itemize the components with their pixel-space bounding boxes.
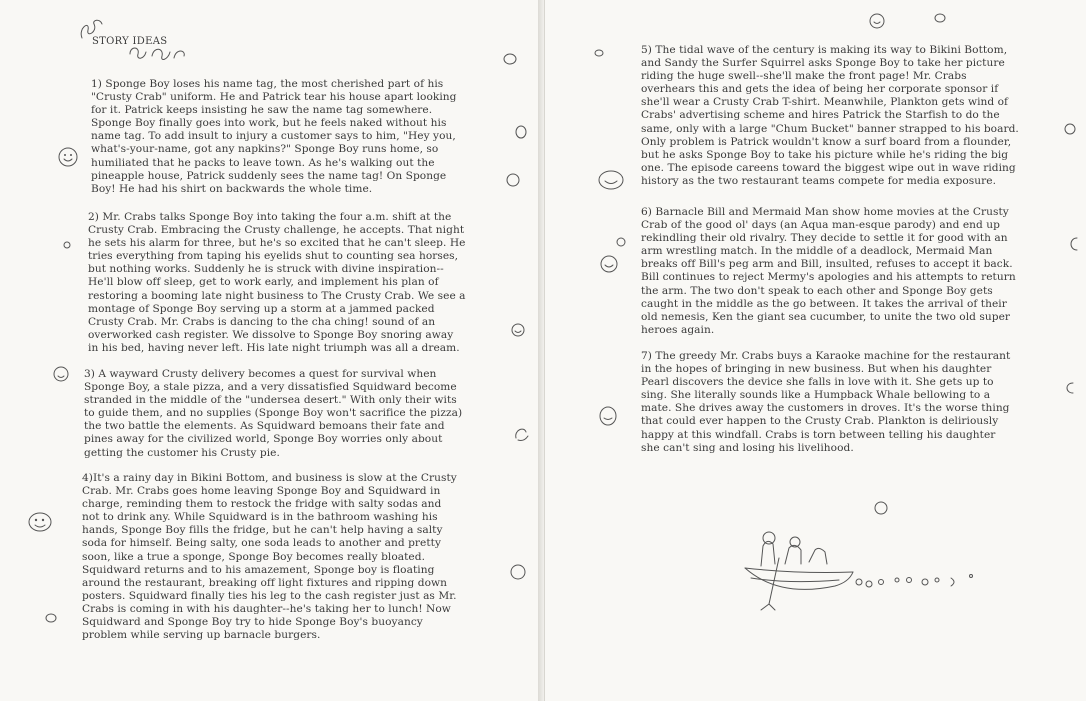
bubble-icon [1063,380,1077,396]
smiley-face-icon [599,254,619,274]
bubble-icon [514,124,528,140]
bubble-icon [512,424,532,444]
page-title: STORY IDEAS [92,36,168,47]
bubble-icon [1065,234,1083,254]
rowboat-drawing-icon [739,528,989,614]
smiley-face-icon [56,145,80,169]
story-idea-2: 2) Mr. Crabs talks Sponge Boy into taking the four a.m. shift at the Crusty Crab. Embracing the Crusty challenge, he accepts. That night he sets his alarm for three, but he's so excited that he can't sleep. He tries everything from taping his eyelids shut to counting sea horses, but nothing works. Suddenly he is struck with divine inspiration-- He'll blow off sleep, get to work early, and implement his plan of restoring a booming late night business to The Crusty Crab. We see a montage of Sponge Boy serving up a storm at a jammed packed Crusty Crab. Mr. Crabs is dancing to the cha ching! sound of an overworked cash register. We dissolve to Sponge Boy snoring away in his bed, having never left. His late night triumph was all a dream. [88,211,466,354]
bubble-icon [615,236,627,248]
bubble-icon [510,322,526,338]
bubble-icon [62,240,72,250]
bubble-icon [502,52,518,66]
bubble-icon [873,500,889,516]
story-idea-4: 4)It's a rainy day in Bikini Bottom, and business is slow at the Crusty Crab. Mr. Crabs goes home leaving Sponge Boy and Squidward in charge, reminding them to restock the fridge with salty sodas and not to drink any. While Squidward is in the bathroom washing his hands, Sponge Boy fills the fridge, but he can't help having a salty soda for himself. Being salty, one soda leads to another and pretty soon, like a true a sponge, Sponge Boy becomes really bloated. Squidward returns and to his amazement, Sponge boy is floating around the restaurant, breaking off light fixtures and ripping down posters. Squidward finally ties his leg to the cash register just as Mr. Crabs is coming in with his daughter--he's taking her to lunch! Now Squidward and Sponge Boy try to hide Sponge Boy's buoyancy problem while serving up barnacle burgers. [82,472,457,642]
smiley-face-icon [597,168,625,192]
smiley-face-icon [52,365,70,383]
bubble-icon [1063,122,1077,136]
bubble-icon [505,172,521,188]
story-idea-7: 7) The greedy Mr. Crabs buys a Karaoke machine for the restaurant in the hopes of bringing in new business. But when his daughter Pearl discovers the device she falls in love with it. She gets up to sing. She literally sounds like a Humpback Whale bellowing to a mate. She drives away the customers in droves. It's the worse thing that could ever happen to the Crusty Crab. Plankton is deliriously happy at this windfall. Crabs is torn between telling his daughter she can't sing and losing his livelihood. [641,350,1011,454]
story-idea-6: 6) Barnacle Bill and Mermaid Man show home movies at the Crusty Crab of the good ol' days (an Aqua man-esque parody) and end up rekindling their old rivalry. They decide to settle it for good with an arm wrestling match. In the middle of a deadlock, Mermaid Man breaks off Bill's peg arm and Bill, insulted, refuses to accept it back. Bill continues to reject Mermy's apologies and his attempts to return the arm. The two don't speak to each other and Sponge Boy gets caught in the middle as the go between. It takes the arrival of their old nemesis, Ken the giant sea cucumber, to unite the two old super heroes again. [641,206,1016,336]
smiley-face-icon [597,405,619,427]
left-page [0,0,538,701]
bubble-icon [508,563,528,581]
story-idea-3: 3) A wayward Crusty delivery becomes a quest for survival when Sponge Boy, a stale pizza, and a very dissatisfied Squidward become stranded in the middle of the "undersea desert." With only their wits to guide them, and no supplies (Sponge Boy won't sacrifice the pizza) the two battle the elements. As Squidward bemoans their fate and pines away for the civilized world, Sponge Boy worries only about getting the customer his Crusty pie. [84,368,463,459]
bubble-icon [593,48,605,58]
bubble-icon [933,12,947,24]
right-page [544,0,1086,701]
story-idea-5: 5) The tidal wave of the century is making its way to Bikini Bottom, and Sandy the Surfer Squirrel asks Sponge Boy to take her picture riding the huge swell--she'll make the front page! Mr. Crabs overhears this and gets the idea of being her corporate sponsor if she'll wear a Crusty Crab T-shirt. Meanwhile, Plankton gets wind of Crabs' advertising scheme and hires Patrick the Starfish to do the same, only with a large "Chum Bucket" banner strapped to his board. Only problem is Patrick wouldn't know a surf board from a flounder, but he asks Sponge Boy to take his picture while he's riding the big one. The episode careens toward the biggest wipe out in wave riding history as the two restaurant teams compete for media exposure. [641,44,1019,187]
story-idea-1: 1) Sponge Boy loses his name tag, the most cherished part of his "Crusty Crab" uniform. He and Patrick tear his house apart looking for it. Patrick keeps insisting he saw the name tag somewhere. Sponge Boy finally goes into work, but he feels naked without his name tag. To add insult to injury a customer says to him, "Hey you, what's-your-name, got any napkins?" Sponge Boy runs home, so humiliated that he packs to leave town. As he's walking out the pineapple house, Patrick suddenly sees the name tag! On Sponge Boy! He had his shirt on backwards the whole time. [91,78,457,195]
bubble-icon [867,12,887,30]
smiley-face-icon [26,510,54,534]
bubble-icon [44,612,58,624]
